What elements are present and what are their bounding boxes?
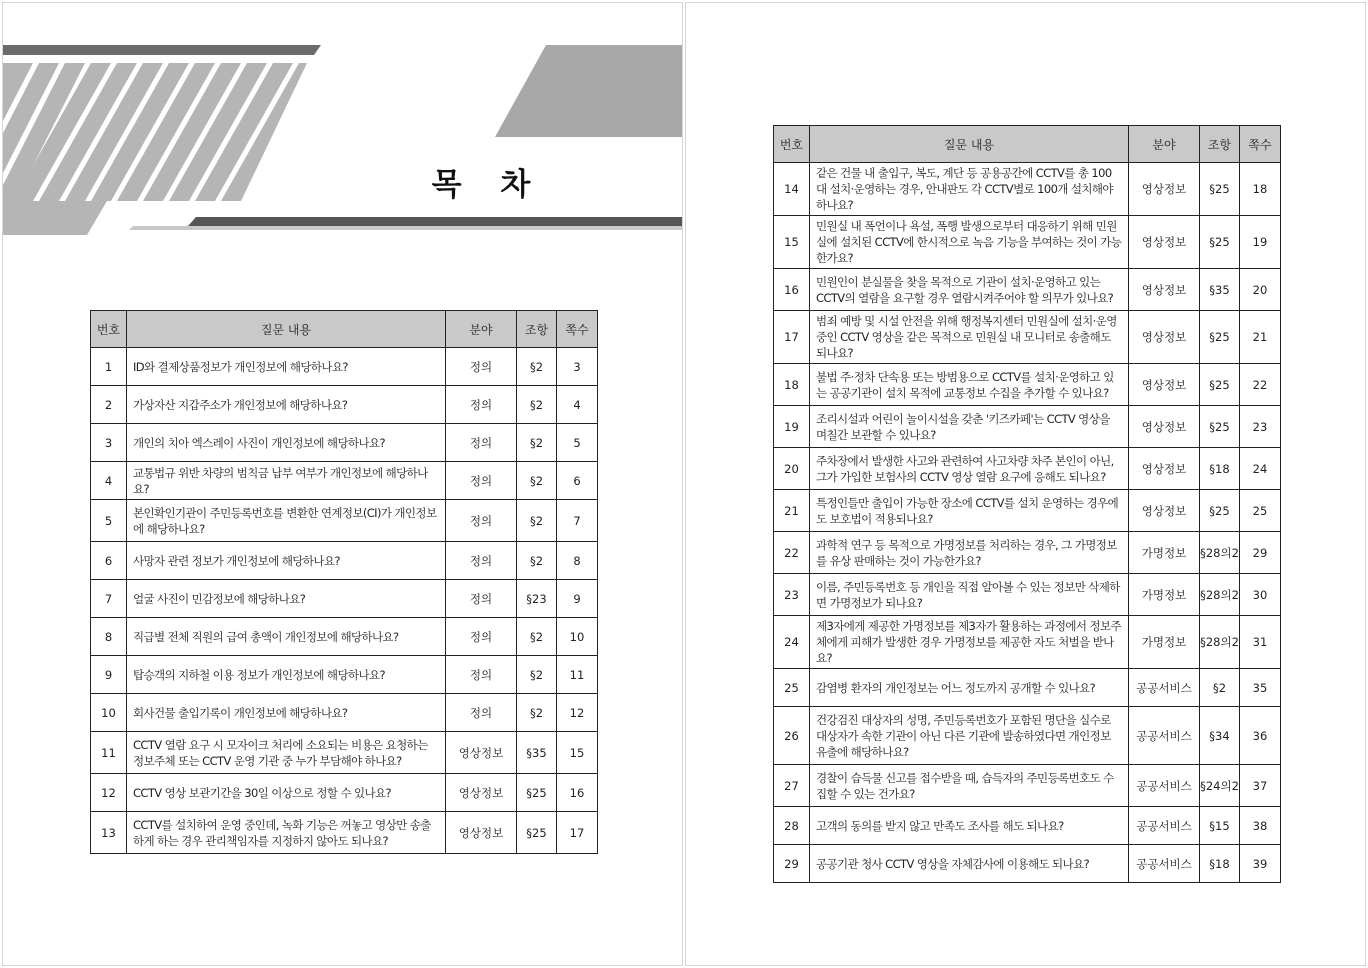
row-page: 10 — [557, 618, 598, 656]
row-num: 15 — [774, 216, 810, 269]
row-num: 13 — [91, 812, 127, 854]
row-num: 21 — [774, 490, 810, 532]
row-page: 12 — [557, 694, 598, 732]
table-row[interactable] — [774, 311, 1281, 364]
toc-table-left — [90, 310, 598, 854]
row-category: 정의 — [446, 580, 517, 618]
row-category: 가명정보 — [1129, 532, 1200, 574]
header-num: 번호 — [774, 126, 810, 163]
right-page — [685, 2, 1366, 966]
row-num: 17 — [774, 311, 810, 364]
row-question[interactable]: 얼굴 사진이 민감정보에 해당하나요? — [127, 580, 446, 618]
row-page: 38 — [1240, 807, 1281, 845]
row-num: 6 — [91, 542, 127, 580]
row-article: §2 — [517, 462, 557, 500]
row-page: 30 — [1240, 574, 1281, 616]
row-num: 27 — [774, 765, 810, 807]
row-category: 공공서비스 — [1129, 707, 1200, 765]
header-article: 조항 — [1200, 126, 1240, 163]
row-category: 영상정보 — [1129, 490, 1200, 532]
row-num: 12 — [91, 774, 127, 812]
row-question[interactable]: 민원실 내 폭언이나 욕설, 폭행 발생으로부터 대응하기 위해 민원실에 설치된 CCTV에 한시적으로 녹음 기능을 부여하는 것이 가능한가요? — [810, 216, 1129, 269]
row-category: 영상정보 — [1129, 216, 1200, 269]
header-article: 조항 — [517, 311, 557, 348]
row-num: 23 — [774, 574, 810, 616]
table-row[interactable] — [91, 580, 598, 618]
row-category: 정의 — [446, 694, 517, 732]
row-question[interactable]: 불법 주·정차 단속용 또는 방범용으로 CCTV를 설치·운영하고 있는 공공기관이 설치 목적에 교통정보 수집을 추가할 수 있나요? — [810, 364, 1129, 406]
row-num: 20 — [774, 448, 810, 490]
row-category: 영상정보 — [1129, 448, 1200, 490]
row-article: §23 — [517, 580, 557, 618]
table-row[interactable] — [774, 574, 1281, 616]
row-question[interactable]: CCTV 열람 요구 시 모자이크 처리에 소요되는 비용은 요청하는 정보주체 또는 CCTV 운영 기관 중 누가 부담해야 하나요? — [127, 732, 446, 774]
row-page: 35 — [1240, 669, 1281, 707]
row-question[interactable]: 주차장에서 발생한 사고와 관련하여 사고차량 차주 본인이 아닌, 그가 가입한 보험사의 CCTV 영상 열람 요구에 응해도 되나요? — [810, 448, 1129, 490]
table-row[interactable] — [774, 532, 1281, 574]
row-question[interactable]: 이름, 주민등록번호 등 개인을 직접 알아볼 수 있는 정보만 삭제하면 가명정보가 되나요? — [810, 574, 1129, 616]
row-num: 26 — [774, 707, 810, 765]
row-num: 19 — [774, 406, 810, 448]
toc-table-right — [773, 125, 1281, 883]
row-category: 영상정보 — [1129, 311, 1200, 364]
row-num: 28 — [774, 807, 810, 845]
row-question[interactable]: CCTV 영상 보관기간을 30일 이상으로 정할 수 있나요? — [127, 774, 446, 812]
table-row[interactable] — [91, 424, 598, 462]
row-article: §25 — [1200, 311, 1240, 364]
row-question[interactable]: 감염병 환자의 개인정보는 어느 정도까지 공개할 수 있나요? — [810, 669, 1129, 707]
row-category: 정의 — [446, 386, 517, 424]
table-row[interactable] — [91, 812, 598, 854]
row-page: 31 — [1240, 616, 1281, 669]
table-row[interactable] — [91, 542, 598, 580]
row-category: 정의 — [446, 424, 517, 462]
row-page: 22 — [1240, 364, 1281, 406]
row-question[interactable]: 민원인이 분실물을 찾을 목적으로 기관이 설치·운영하고 있는 CCTV의 열람을 요구할 경우 열람시켜주어야 할 의무가 있나요? — [810, 269, 1129, 311]
row-page: 39 — [1240, 845, 1281, 883]
row-num: 8 — [91, 618, 127, 656]
row-page: 18 — [1240, 163, 1281, 216]
row-category: 영상정보 — [446, 812, 517, 854]
row-question[interactable]: CCTV를 설치하여 운영 중인데, 녹화 기능은 꺼놓고 영상만 송출하게 하는 경우 관리책임자를 지정하지 않아도 되나요? — [127, 812, 446, 854]
table-row[interactable] — [91, 386, 598, 424]
row-article: §2 — [517, 618, 557, 656]
row-article: §2 — [517, 500, 557, 542]
row-article: §25 — [1200, 490, 1240, 532]
row-num: 5 — [91, 500, 127, 542]
row-article: §25 — [1200, 163, 1240, 216]
row-page: 24 — [1240, 448, 1281, 490]
row-page: 20 — [1240, 269, 1281, 311]
table-row[interactable] — [774, 406, 1281, 448]
row-question[interactable]: 범죄 예방 및 시설 안전을 위해 행정복지센터 민원실에 설치·운영 중인 CCTV 영상을 같은 목적으로 민원실 내 모니터로 송출해도 되나요? — [810, 311, 1129, 364]
row-num: 10 — [91, 694, 127, 732]
row-num: 29 — [774, 845, 810, 883]
row-page: 37 — [1240, 765, 1281, 807]
row-question[interactable]: 탑승객의 지하철 이용 정보가 개인정보에 해당하나요? — [127, 656, 446, 694]
row-article: §18 — [1200, 448, 1240, 490]
row-question[interactable]: ID와 결제상품정보가 개인정보에 해당하나요? — [127, 348, 446, 386]
row-num: 7 — [91, 580, 127, 618]
row-page: 5 — [557, 424, 598, 462]
row-num: 18 — [774, 364, 810, 406]
row-question[interactable]: 본인확인기관이 주민등록번호를 변환한 연계정보(CI)가 개인정보에 해당하나요? — [127, 500, 446, 542]
row-question[interactable]: 직급별 전체 직원의 급여 총액이 개인정보에 해당하나요? — [127, 618, 446, 656]
row-num: 14 — [774, 163, 810, 216]
table-row[interactable] — [91, 774, 598, 812]
row-page: 25 — [1240, 490, 1281, 532]
page-title: 목 차 — [431, 167, 545, 203]
row-question[interactable]: 공공기관 청사 CCTV 영상을 자체감사에 이용해도 되나요? — [810, 845, 1129, 883]
row-question[interactable]: 같은 건물 내 출입구, 복도, 계단 등 공용공간에 CCTV를 총 100대 설치·운영하는 경우, 안내판도 각 CCTV별로 100개 설치해야 하나요? — [810, 163, 1129, 216]
row-page: 17 — [557, 812, 598, 854]
row-article: §34 — [1200, 707, 1240, 765]
row-question[interactable]: 회사건물 출입기록이 개인정보에 해당하나요? — [127, 694, 446, 732]
header-question: 질문 내용 — [127, 311, 446, 348]
table-row[interactable] — [91, 500, 598, 542]
row-category: 가명정보 — [1129, 616, 1200, 669]
table-row[interactable] — [91, 348, 598, 386]
row-question[interactable]: 조리시설과 어린이 놀이시설을 갖춘 '키즈카페'는 CCTV 영상을 며칠간 보관할 수 있나요? — [810, 406, 1129, 448]
row-category: 공공서비스 — [1129, 669, 1200, 707]
row-page: 15 — [557, 732, 598, 774]
table-row[interactable] — [774, 765, 1281, 807]
row-category: 정의 — [446, 500, 517, 542]
row-category: 정의 — [446, 618, 517, 656]
table-row[interactable] — [91, 462, 598, 500]
row-category: 영상정보 — [446, 732, 517, 774]
row-num: 4 — [91, 462, 127, 500]
row-page: 36 — [1240, 707, 1281, 765]
row-article: §2 — [517, 694, 557, 732]
row-article: §25 — [1200, 216, 1240, 269]
table-header-row — [774, 126, 1281, 163]
row-article: §2 — [517, 424, 557, 462]
table-row[interactable] — [774, 269, 1281, 311]
row-category: 영상정보 — [1129, 269, 1200, 311]
row-article: §2 — [517, 348, 557, 386]
row-category: 정의 — [446, 462, 517, 500]
row-article: §18 — [1200, 845, 1240, 883]
row-num: 25 — [774, 669, 810, 707]
row-page: 19 — [1240, 216, 1281, 269]
row-page: 3 — [557, 348, 598, 386]
row-article: §28의2 — [1200, 616, 1240, 669]
row-num: 9 — [91, 656, 127, 694]
row-category: 영상정보 — [1129, 163, 1200, 216]
header-num: 번호 — [91, 311, 127, 348]
row-category: 정의 — [446, 542, 517, 580]
table-row[interactable] — [774, 845, 1281, 883]
row-question[interactable]: 고객의 동의를 받지 않고 만족도 조사를 해도 되나요? — [810, 807, 1129, 845]
table-row[interactable] — [774, 216, 1281, 269]
row-page: 16 — [557, 774, 598, 812]
header-category: 분야 — [1129, 126, 1200, 163]
row-category: 정의 — [446, 656, 517, 694]
row-category: 공공서비스 — [1129, 845, 1200, 883]
table-header-row — [91, 311, 598, 348]
table-row[interactable] — [774, 490, 1281, 532]
row-num: 2 — [91, 386, 127, 424]
row-article: §2 — [517, 656, 557, 694]
row-question[interactable]: 가상자산 지갑주소가 개인정보에 해당하나요? — [127, 386, 446, 424]
header-page: 쪽수 — [557, 311, 598, 348]
table-row[interactable] — [774, 807, 1281, 845]
row-page: 29 — [1240, 532, 1281, 574]
row-page: 21 — [1240, 311, 1281, 364]
row-article: §28의2 — [1200, 574, 1240, 616]
row-category: 공공서비스 — [1129, 807, 1200, 845]
row-question[interactable]: 교통법규 위반 차량의 범칙금 납부 여부가 개인정보에 해당하나요? — [127, 462, 446, 500]
row-article: §2 — [517, 386, 557, 424]
row-page: 9 — [557, 580, 598, 618]
row-article: §2 — [1200, 669, 1240, 707]
row-article: §35 — [517, 732, 557, 774]
table-row[interactable] — [774, 448, 1281, 490]
table-row[interactable] — [774, 616, 1281, 669]
header-page: 쪽수 — [1240, 126, 1281, 163]
row-article: §24의2 — [1200, 765, 1240, 807]
row-question[interactable]: 과학적 연구 등 목적으로 가명정보를 처리하는 경우, 그 가명정보를 유상 판매하는 것이 가능한가요? — [810, 532, 1129, 574]
left-page — [2, 2, 683, 966]
table-row[interactable] — [774, 707, 1281, 765]
row-question[interactable]: 제3자에게 제공한 가명정보를 제3자가 활용하는 과정에서 정보주체에게 피해가 발생한 경우 가명정보를 제공한 자도 처벌을 받나요? — [810, 616, 1129, 669]
header-question: 질문 내용 — [810, 126, 1129, 163]
table-row[interactable] — [91, 694, 598, 732]
table-row[interactable] — [774, 364, 1281, 406]
row-article: §15 — [1200, 807, 1240, 845]
row-page: 8 — [557, 542, 598, 580]
row-article: §28의2 — [1200, 532, 1240, 574]
row-category: 공공서비스 — [1129, 765, 1200, 807]
row-num: 22 — [774, 532, 810, 574]
row-num: 3 — [91, 424, 127, 462]
table-row[interactable] — [91, 618, 598, 656]
row-article: §25 — [517, 774, 557, 812]
row-question[interactable]: 특정인들만 출입이 가능한 장소에 CCTV를 설치 운영하는 경우에도 보호법이 적용되나요? — [810, 490, 1129, 532]
row-article: §25 — [517, 812, 557, 854]
row-article: §25 — [1200, 406, 1240, 448]
header-decoration — [3, 3, 683, 243]
table-row[interactable] — [774, 163, 1281, 216]
table-row[interactable] — [774, 669, 1281, 707]
table-row[interactable] — [91, 656, 598, 694]
row-article: §35 — [1200, 269, 1240, 311]
row-article: §25 — [1200, 364, 1240, 406]
row-question[interactable]: 개인의 치아 엑스레이 사진이 개인정보에 해당하나요? — [127, 424, 446, 462]
header-category: 분야 — [446, 311, 517, 348]
row-page: 4 — [557, 386, 598, 424]
row-category: 정의 — [446, 348, 517, 386]
row-category: 영상정보 — [446, 774, 517, 812]
row-article: §2 — [517, 542, 557, 580]
row-question[interactable]: 사망자 관련 정보가 개인정보에 해당하나요? — [127, 542, 446, 580]
row-category: 영상정보 — [1129, 364, 1200, 406]
row-num: 11 — [91, 732, 127, 774]
row-question[interactable]: 건강검진 대상자의 성명, 주민등록번호가 포함된 명단을 실수로 대상자가 속한 기관이 아닌 다른 기관에 발송하였다면 개인정보 유출에 해당하나요? — [810, 707, 1129, 765]
row-page: 6 — [557, 462, 598, 500]
row-question[interactable]: 경찰이 습득물 신고를 접수받을 때, 습득자의 주민등록번호도 수집할 수 있는 건가요? — [810, 765, 1129, 807]
row-num: 1 — [91, 348, 127, 386]
row-page: 11 — [557, 656, 598, 694]
row-num: 24 — [774, 616, 810, 669]
row-category: 가명정보 — [1129, 574, 1200, 616]
row-page: 7 — [557, 500, 598, 542]
row-page: 23 — [1240, 406, 1281, 448]
row-num: 16 — [774, 269, 810, 311]
row-category: 영상정보 — [1129, 406, 1200, 448]
table-row[interactable] — [91, 732, 598, 774]
